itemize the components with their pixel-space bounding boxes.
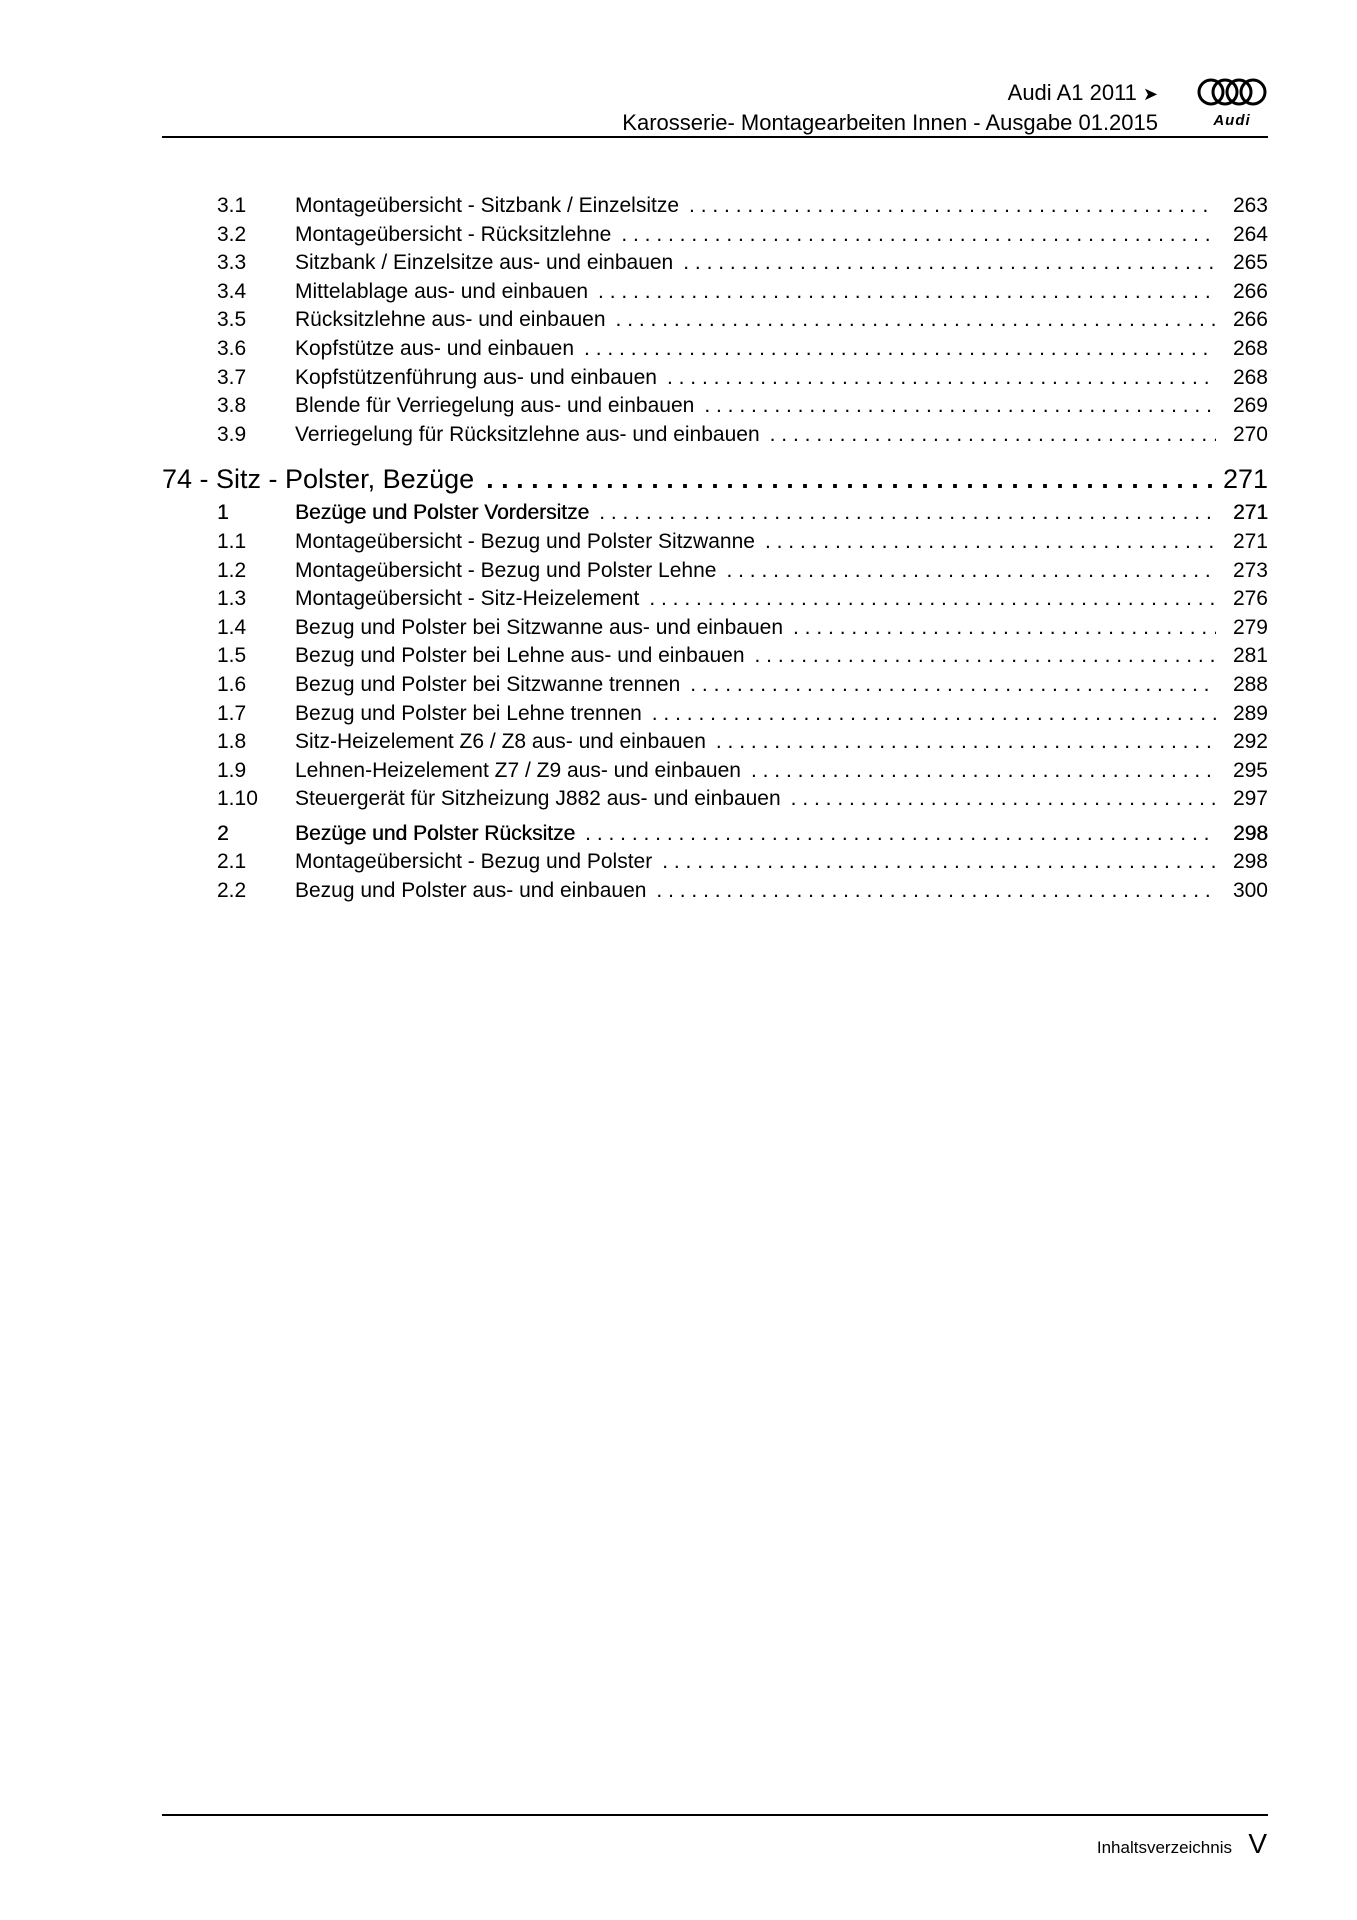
audi-rings-icon — [1196, 76, 1268, 110]
toc-group-3 — [162, 192, 1268, 449]
toc-entry[interactable] — [162, 335, 1268, 364]
entry-page: 297 — [1232, 787, 1268, 811]
entry-title: Bezug und Polster bei Sitzwanne aus- und einbauen — [295, 615, 784, 639]
dot-leader — [726, 557, 1216, 585]
entry-title: Kopfstützenführung aus- und einbauen — [295, 365, 657, 389]
header-rule — [162, 136, 1268, 138]
chapter-page: 271 — [1222, 464, 1268, 495]
entry-number: 2.2 — [217, 879, 247, 903]
dot-leader — [751, 757, 1216, 785]
dot-leader — [616, 306, 1216, 334]
entry-title: Verriegelung für Rücksitzlehne aus- und einbauen — [295, 422, 760, 446]
entry-number: 1.7 — [217, 701, 247, 725]
toc-entry[interactable] — [162, 585, 1268, 614]
entry-number: 3.3 — [217, 251, 247, 275]
section-heading-2[interactable] — [162, 820, 1268, 849]
logo-text: Audi — [1213, 112, 1251, 129]
entry-number: 1.2 — [217, 558, 247, 582]
model-name: Audi A1 2011 — [1007, 80, 1137, 105]
entry-number: 1.3 — [217, 587, 247, 611]
toc-entry[interactable] — [162, 642, 1268, 671]
dot-leader — [690, 671, 1216, 699]
entry-page: 270 — [1232, 422, 1268, 446]
section-title: Bezüge und Polster Vordersitze — [295, 501, 590, 525]
toc-group-1 — [162, 528, 1268, 814]
toc-group-2 — [162, 848, 1268, 905]
table-of-contents — [162, 192, 1268, 906]
toc-entry[interactable] — [162, 421, 1268, 450]
section-page: 271 — [1232, 501, 1268, 525]
toc-entry[interactable] — [162, 671, 1268, 700]
entry-page: 266 — [1232, 279, 1268, 303]
toc-entry[interactable] — [162, 221, 1268, 250]
entry-page: 289 — [1232, 701, 1268, 725]
audi-logo — [1196, 76, 1268, 132]
entry-number: 1.10 — [217, 787, 258, 811]
section-number: 1 — [217, 501, 229, 525]
toc-entry[interactable] — [162, 278, 1268, 307]
toc-entry[interactable] — [162, 528, 1268, 557]
entry-page: 279 — [1232, 615, 1268, 639]
dot-leader — [662, 848, 1216, 876]
toc-entry[interactable] — [162, 249, 1268, 278]
header-subtitle: Karosserie- Montagearbeiten Innen - Ausgabe 01.2015 — [622, 110, 1158, 135]
right-arrow-icon: ➤ — [1142, 84, 1158, 104]
entry-title: Blende für Verriegelung aus- und einbauen — [295, 394, 695, 418]
section-heading-1[interactable] — [162, 499, 1268, 528]
dot-leader — [649, 585, 1216, 613]
entry-page: 298 — [1232, 850, 1268, 874]
toc-entry[interactable] — [162, 785, 1268, 814]
entry-title: Kopfstütze aus- und einbauen — [295, 336, 575, 360]
dot-leader — [683, 249, 1216, 277]
entry-number: 1.4 — [217, 615, 247, 639]
entry-page: 276 — [1232, 587, 1268, 611]
entry-title: Montageübersicht - Sitz-Heizelement — [295, 587, 640, 611]
page-header — [162, 72, 1268, 136]
entry-page: 269 — [1232, 394, 1268, 418]
entry-page: 281 — [1232, 644, 1268, 668]
entry-title: Sitz-Heizelement Z6 / Z8 aus- und einbauen — [295, 730, 706, 754]
dot-leader — [770, 421, 1216, 449]
entry-number: 1.6 — [217, 672, 247, 696]
toc-entry[interactable] — [162, 306, 1268, 335]
toc-entry[interactable] — [162, 728, 1268, 757]
dot-leader — [621, 221, 1216, 249]
entry-title: Sitzbank / Einzelsitze aus- und einbauen — [295, 251, 674, 275]
entry-title: Steuergerät für Sitzheizung J882 aus- und einbauen — [295, 787, 781, 811]
dot-leader — [716, 728, 1216, 756]
entry-title: Lehnen-Heizelement Z7 / Z9 aus- und einbauen — [295, 758, 741, 782]
entry-page: 295 — [1232, 758, 1268, 782]
header-model — [1008, 80, 1158, 106]
toc-entry[interactable] — [162, 364, 1268, 393]
entry-number: 3.6 — [217, 336, 247, 360]
dot-leader — [486, 459, 1217, 499]
entry-title: Bezug und Polster aus- und einbauen — [295, 879, 647, 903]
entry-number: 3.9 — [217, 422, 247, 446]
section-title: Bezüge und Polster Rücksitze — [295, 821, 576, 845]
entry-title: Bezug und Polster bei Lehne trennen — [295, 701, 642, 725]
toc-entry[interactable] — [162, 757, 1268, 786]
footer-label: Inhaltsverzeichnis — [1096, 1838, 1232, 1857]
entry-title: Montageübersicht - Rücksitzlehne — [295, 222, 612, 246]
dot-leader — [584, 335, 1216, 363]
entry-number: 1.9 — [217, 758, 247, 782]
entry-page: 292 — [1232, 730, 1268, 754]
toc-entry[interactable] — [162, 614, 1268, 643]
entry-number: 3.2 — [217, 222, 247, 246]
entry-page: 263 — [1232, 194, 1268, 217]
entry-page: 300 — [1232, 879, 1268, 903]
entry-title: Mittelablage aus- und einbauen — [295, 279, 589, 303]
dot-leader — [791, 785, 1216, 813]
entry-title: Rücksitzlehne aus- und einbauen — [295, 308, 606, 332]
toc-entry[interactable] — [162, 877, 1268, 906]
dot-leader — [793, 614, 1216, 642]
dot-leader — [656, 877, 1216, 905]
dot-leader — [652, 700, 1216, 728]
footer-page-number: V — [1248, 1828, 1267, 1859]
entry-number: 3.8 — [217, 394, 247, 418]
dot-leader — [585, 820, 1216, 848]
section-number: 2 — [217, 821, 229, 845]
entry-title: Montageübersicht - Sitzbank / Einzelsitze — [295, 194, 680, 217]
entry-number: 1.1 — [217, 529, 247, 553]
entry-page: 268 — [1232, 336, 1268, 360]
dot-leader — [755, 642, 1216, 670]
dot-leader — [598, 278, 1216, 306]
dot-leader — [599, 499, 1216, 527]
entry-title: Montageübersicht - Bezug und Polster Lehne — [295, 558, 717, 582]
entry-number: 2.1 — [217, 850, 247, 874]
entry-number: 1.5 — [217, 644, 247, 668]
entry-title: Bezug und Polster bei Lehne aus- und einbauen — [295, 644, 745, 668]
entry-page: 268 — [1232, 365, 1268, 389]
toc-entry[interactable] — [162, 700, 1268, 729]
entry-page: 273 — [1232, 558, 1268, 582]
toc-entry[interactable] — [162, 848, 1268, 877]
footer-rule — [162, 1814, 1268, 1816]
entry-page: 271 — [1232, 529, 1268, 553]
entry-number: 3.4 — [217, 279, 247, 303]
dot-leader — [689, 192, 1216, 220]
chapter-title: 74 - Sitz - Polster, Bezüge — [162, 464, 475, 495]
dot-leader — [667, 364, 1216, 392]
section-page: 298 — [1232, 821, 1268, 845]
dot-leader — [765, 528, 1216, 556]
entry-page: 288 — [1232, 672, 1268, 696]
entry-page: 265 — [1232, 251, 1268, 275]
dot-leader — [704, 392, 1216, 420]
entry-page: 266 — [1232, 308, 1268, 332]
entry-number: 3.7 — [217, 365, 247, 389]
toc-entry[interactable] — [162, 192, 1268, 221]
entry-number: 3.1 — [217, 194, 247, 217]
entry-number: 1.8 — [217, 730, 247, 754]
entry-page: 264 — [1232, 222, 1268, 246]
chapter-heading[interactable] — [162, 459, 1268, 499]
entry-title: Montageübersicht - Bezug und Polster — [295, 850, 653, 874]
entry-number: 3.5 — [217, 308, 247, 332]
toc-entry[interactable] — [162, 557, 1268, 586]
entry-title: Bezug und Polster bei Sitzwanne trennen — [295, 672, 681, 696]
toc-entry[interactable] — [162, 392, 1268, 421]
entry-title: Montageübersicht - Bezug und Polster Sitzwanne — [295, 529, 755, 553]
